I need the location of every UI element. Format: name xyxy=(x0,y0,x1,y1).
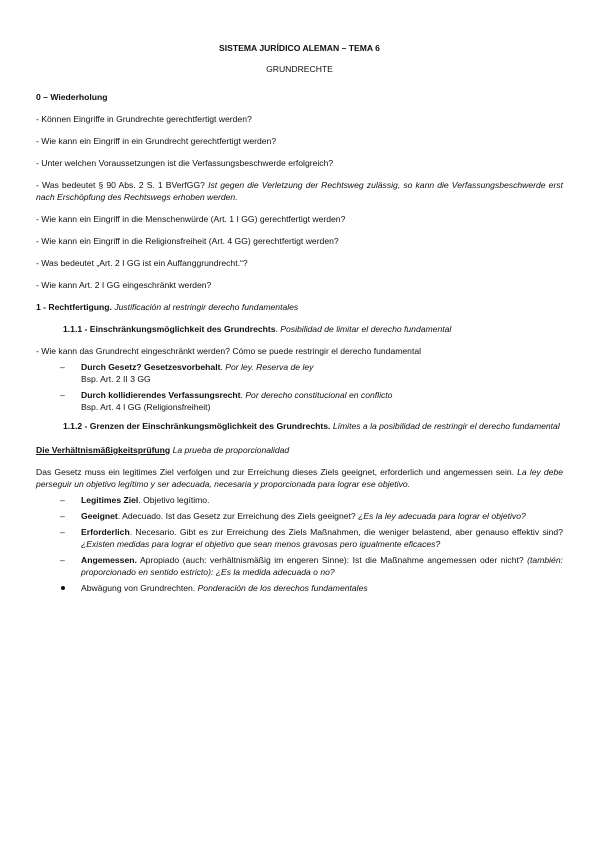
dash-marker: – xyxy=(60,555,65,565)
review-question-5: - Wie kann ein Eingriff in die Menschenwürde (Art. 1 I GG) gerechtfertigt werden? xyxy=(36,214,346,224)
review-question-7: - Was bedeutet „Art. 2 I GG ist ein Auffanggrundrecht.“? xyxy=(36,258,248,268)
list-item-example: Bsp. Art. 4 I GG (Religionsfreiheit) xyxy=(81,402,211,412)
section-1-heading xyxy=(36,301,563,313)
review-question-4-de: - Was bedeutet § 90 Abs. 2 S. 1 BVerfGG? xyxy=(36,180,205,190)
list-item-title: Legitimes Ziel xyxy=(81,495,139,505)
list-item-text: Apropiado (auch: verhältnismäßig im engeren Sinne): Ist die Maßnahme angemessen oder nicht? xyxy=(136,555,524,565)
list-item-title: Durch Gesetz? Gesetzesvorbehalt xyxy=(81,362,221,372)
section-1-heading-de: 1 - Rechtfertigung. xyxy=(36,302,112,312)
list-item-translation: (también: proporcionado en sentido estricto): ¿Es la medida adecuada o no? xyxy=(81,555,563,577)
proportionality-list xyxy=(36,494,563,594)
list-item xyxy=(36,582,563,594)
dash-marker: – xyxy=(60,362,65,372)
list-item-example: Bsp. Art. 2 II 3 GG xyxy=(81,374,151,384)
restriction-question: - Wie kann das Grundrecht eingeschränkt werden? Cómo se puede restringir el derecho fundamental xyxy=(36,346,422,356)
subsection-1-1-1-heading: 1.1.1 - Einschränkungsmöglichkeit des Grundrechts. Posibilidad de limitar el derecho fundamental xyxy=(63,324,452,334)
list-item-text: . Adecuado. Ist das Gesetz zur Erreichung des Ziels geeignet? xyxy=(117,511,356,521)
proportionality-heading-de: Die Verhältnismäßigkeitsprüfung xyxy=(36,445,171,455)
list-item-translation: Por derecho constitucional en conflicto xyxy=(245,390,393,400)
list-item-translation: Por ley. Reserva de ley xyxy=(225,362,314,372)
bullet-marker xyxy=(61,586,65,590)
subsection-1-1-1-es: Posibilidad de limitar el derecho fundamental xyxy=(280,324,452,334)
list-item xyxy=(36,554,563,578)
dash-marker: – xyxy=(60,495,65,505)
subsection-1-1-1-de: 1.1.1 - Einschränkungsmöglichkeit des Grundrechts xyxy=(63,324,276,334)
list-item-translation: ¿Es la ley adecuada para lograr el objetivo? xyxy=(358,511,526,521)
subsection-1-1-2-es: Límites a la posibilidad de restringir el derecho fundamental xyxy=(332,421,560,431)
review-question-8: - Wie kann Art. 2 I GG eingeschränkt werden? xyxy=(36,280,212,290)
dash-marker: – xyxy=(60,511,65,521)
subsection-1-1-2-heading xyxy=(36,420,563,432)
proportionality-intro-de: Das Gesetz muss ein legitimes Ziel verfolgen und zur Erreichung dieses Ziels geeignet, erforderlich und angemessen sein. xyxy=(36,467,515,477)
list-item-text: . Necesario. Gibt es zur Erreichung des Ziels Maßnahmen, die weniger belastend, aber genauso effektiv sind? xyxy=(129,527,563,537)
list-item-title: Geeignet xyxy=(81,511,118,521)
dash-marker: – xyxy=(60,527,65,537)
list-item-title: Angemessen. xyxy=(81,555,137,565)
review-question-4 xyxy=(36,179,563,203)
review-question-4-es: Ist gegen die Verletzung der Rechtsweg zulässig, so kann die Verfassungsbeschwerde erst nach Erschöpfung des Rechtswegs erhoben werden. xyxy=(36,180,564,202)
list-item xyxy=(36,494,563,506)
list-item-title: Erforderlich xyxy=(81,527,130,537)
document-subtitle: GRUNDRECHTE xyxy=(266,64,333,74)
restriction-list xyxy=(36,361,563,413)
section-1-heading-es: Justificación al restringir derecho fundamentales xyxy=(114,302,299,312)
list-item: – Durch Gesetz? Gesetzesvorbehalt. Por ley. Reserva de ley Bsp. Art. 2 II 3 GG xyxy=(36,361,563,385)
list-item-text: Abwägung von Grundrechten. xyxy=(81,583,196,593)
list-item xyxy=(36,526,563,550)
list-item-title: Durch kollidierendes Verfassungsrecht xyxy=(81,390,241,400)
document-title: SISTEMA JURÍDICO ALEMAN – TEMA 6 xyxy=(219,43,380,53)
review-question-2: - Wie kann ein Eingriff in ein Grundrecht gerechtfertigt werden? xyxy=(36,136,277,146)
list-item: – Durch kollidierendes Verfassungsrecht. Por derecho constitucional en conflicto Bsp. Art. 4 I GG (Religionsfreiheit) xyxy=(36,389,563,413)
proportionality-intro-es: La ley debe perseguir un objetivo legítimo y ser adecuada, necesaria y proporcionada para lograr ese objetivo. xyxy=(36,467,564,489)
dash-marker: – xyxy=(60,390,65,400)
list-item xyxy=(36,510,563,522)
review-question-6: - Wie kann ein Eingriff in die Religionsfreiheit (Art. 4 GG) gerechtfertigt werden? xyxy=(36,236,339,246)
list-item-text: . Objetivo legítimo. xyxy=(138,495,210,505)
list-item-translation: ¿Existen medidas para lograr el objetivo que sean menos gravosas pero igualmente eficaces? xyxy=(81,539,441,549)
proportionality-heading-es: La prueba de proporcionalidad xyxy=(172,445,290,455)
review-question-1: - Können Eingriffe in Grundrechte gerechtfertigt werden? xyxy=(36,114,252,124)
review-question-3: - Unter welchen Voraussetzungen ist die Verfassungsbeschwerde erfolgreich? xyxy=(36,158,334,168)
subsection-1-1-2-de: 1.1.2 - Grenzen der Einschränkungsmöglichkeit des Grundrechts. xyxy=(63,421,331,431)
proportionality-heading xyxy=(36,444,563,456)
proportionality-intro xyxy=(36,466,563,490)
review-heading: 0 – Wiederholung xyxy=(36,92,108,102)
list-item-translation: Ponderación de los derechos fundamentales xyxy=(197,583,368,593)
